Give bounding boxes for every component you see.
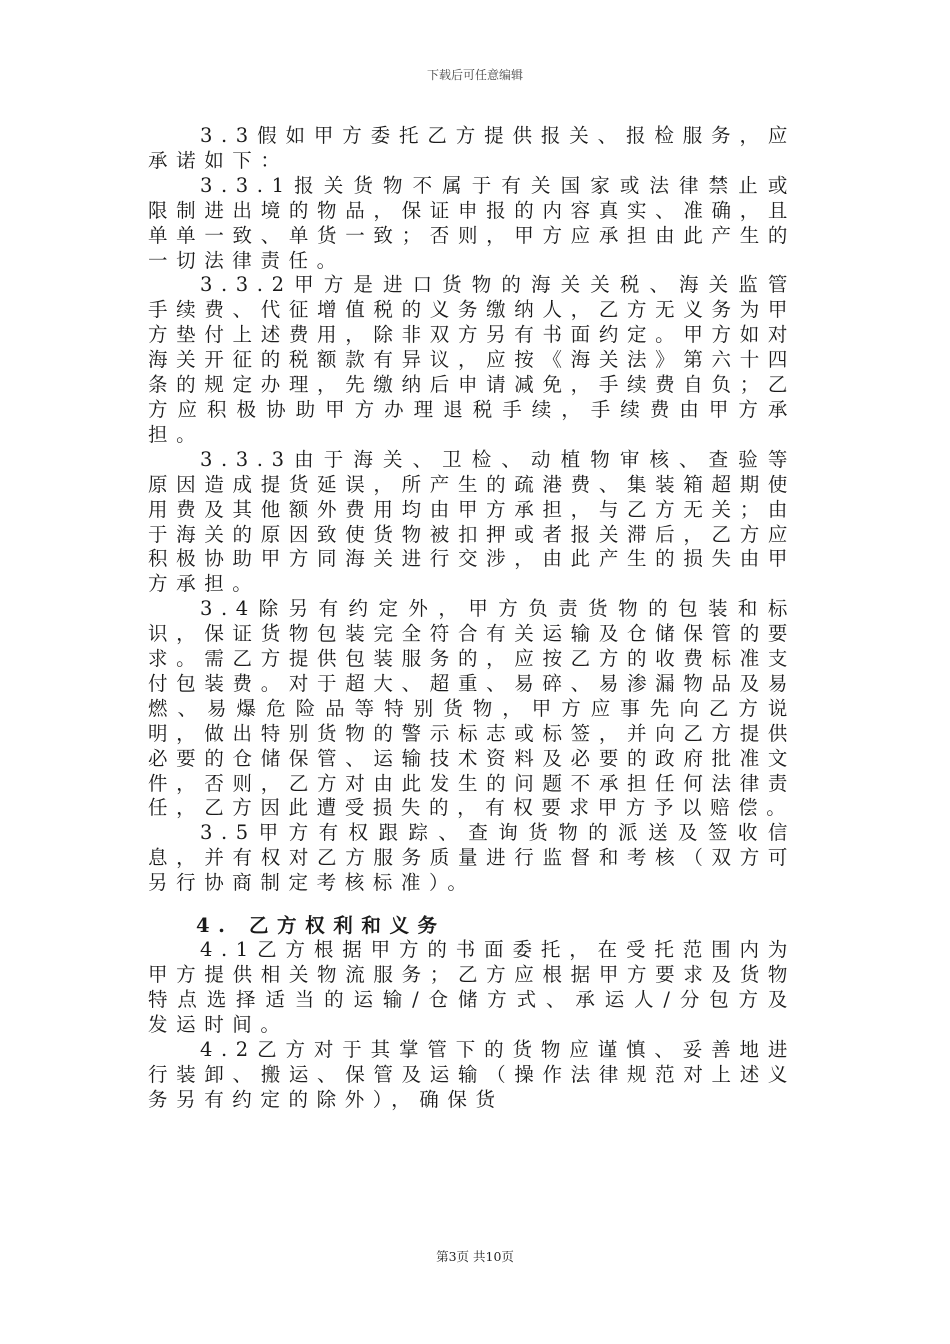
clause-3-3-3: 3.3.3由于海关、卫检、动植物审核、查验等原因造成提货延误，所产生的疏港费、集装箱超期使用费及其他额外费用均由甲方承担，与乙方无关；由于海关的原因致使货物被扣押或者报关滞后，乙方应积极协助甲方同海关进行交涉，由此产生的损失由甲方承担。 — [148, 447, 796, 596]
section-heading: 4. 乙方权利和义务 — [196, 914, 446, 938]
clause-4-1: 4.1乙方根据甲方的书面委托，在受托范围内为甲方提供相关物流服务；乙方应根据甲方要求及货物特点选择适当的运输/仓储方式、承运人/分包方及发运时间。 — [148, 938, 796, 1036]
page-header: 下载后可任意编辑 — [426, 68, 523, 82]
clause-3-5: 3.5甲方有权跟踪、查询货物的派送及签收信息，并有权对乙方服务质量进行监督和考核（双方可另行协商制定考核标准）。 — [148, 821, 796, 895]
clause-3-3: 3.3假如甲方委托乙方提供报关、报检服务，应承诺如下： — [148, 124, 796, 172]
clause-3-3-1: 3.3.1报关货物不属于有关国家或法律禁止或限制进出境的物品，保证申报的内容真实、准确，且单单一致、单货一致；否则，甲方应承担由此产生的一切法律责任。 — [148, 173, 796, 272]
clause-3-3-2: 3.3.2甲方是进口货物的海关关税、海关监管手续费、代征增值税的义务缴纳人，乙方无义务为甲方垫付上述费用，除非双方另有书面约定。甲方如对海关开征的税额款有异议，应按《海关法》第六十四条的规定办理，先缴纳后申请减免，手续费自负；乙方应积极协助甲方办理退税手续，手续费由甲方承担。 — [148, 273, 796, 446]
page-number: 第3页 共10页 — [436, 1249, 514, 1264]
document-body — [148, 124, 796, 1112]
clause-4-2: 4.2乙方对于其掌管下的货物应谨慎、妥善地进行装卸、搬运、保管及运输（操作法律规范对上述义务另有约定的除外），确保货 — [148, 1037, 796, 1111]
clause-3-4: 3.4除另有约定外，甲方负责货物的包装和标识，保证货物包装完全符合有关运输及仓储保管的要求。需乙方提供包装服务的，应按乙方的收费标准支付包装费。对于超大、超重、易碎、易渗漏物品及易燃、易爆危险品等特别货物，甲方应事先向乙方说明，做出特别货物的警示标志或标签，并向乙方提供必要的仓储保管、运输技术资料及必要的政府批准文件，否则，乙方对由此发生的问题不承担任何法律责任，乙方因此遭受损失的，有权要求甲方予以赔偿。 — [148, 597, 796, 820]
